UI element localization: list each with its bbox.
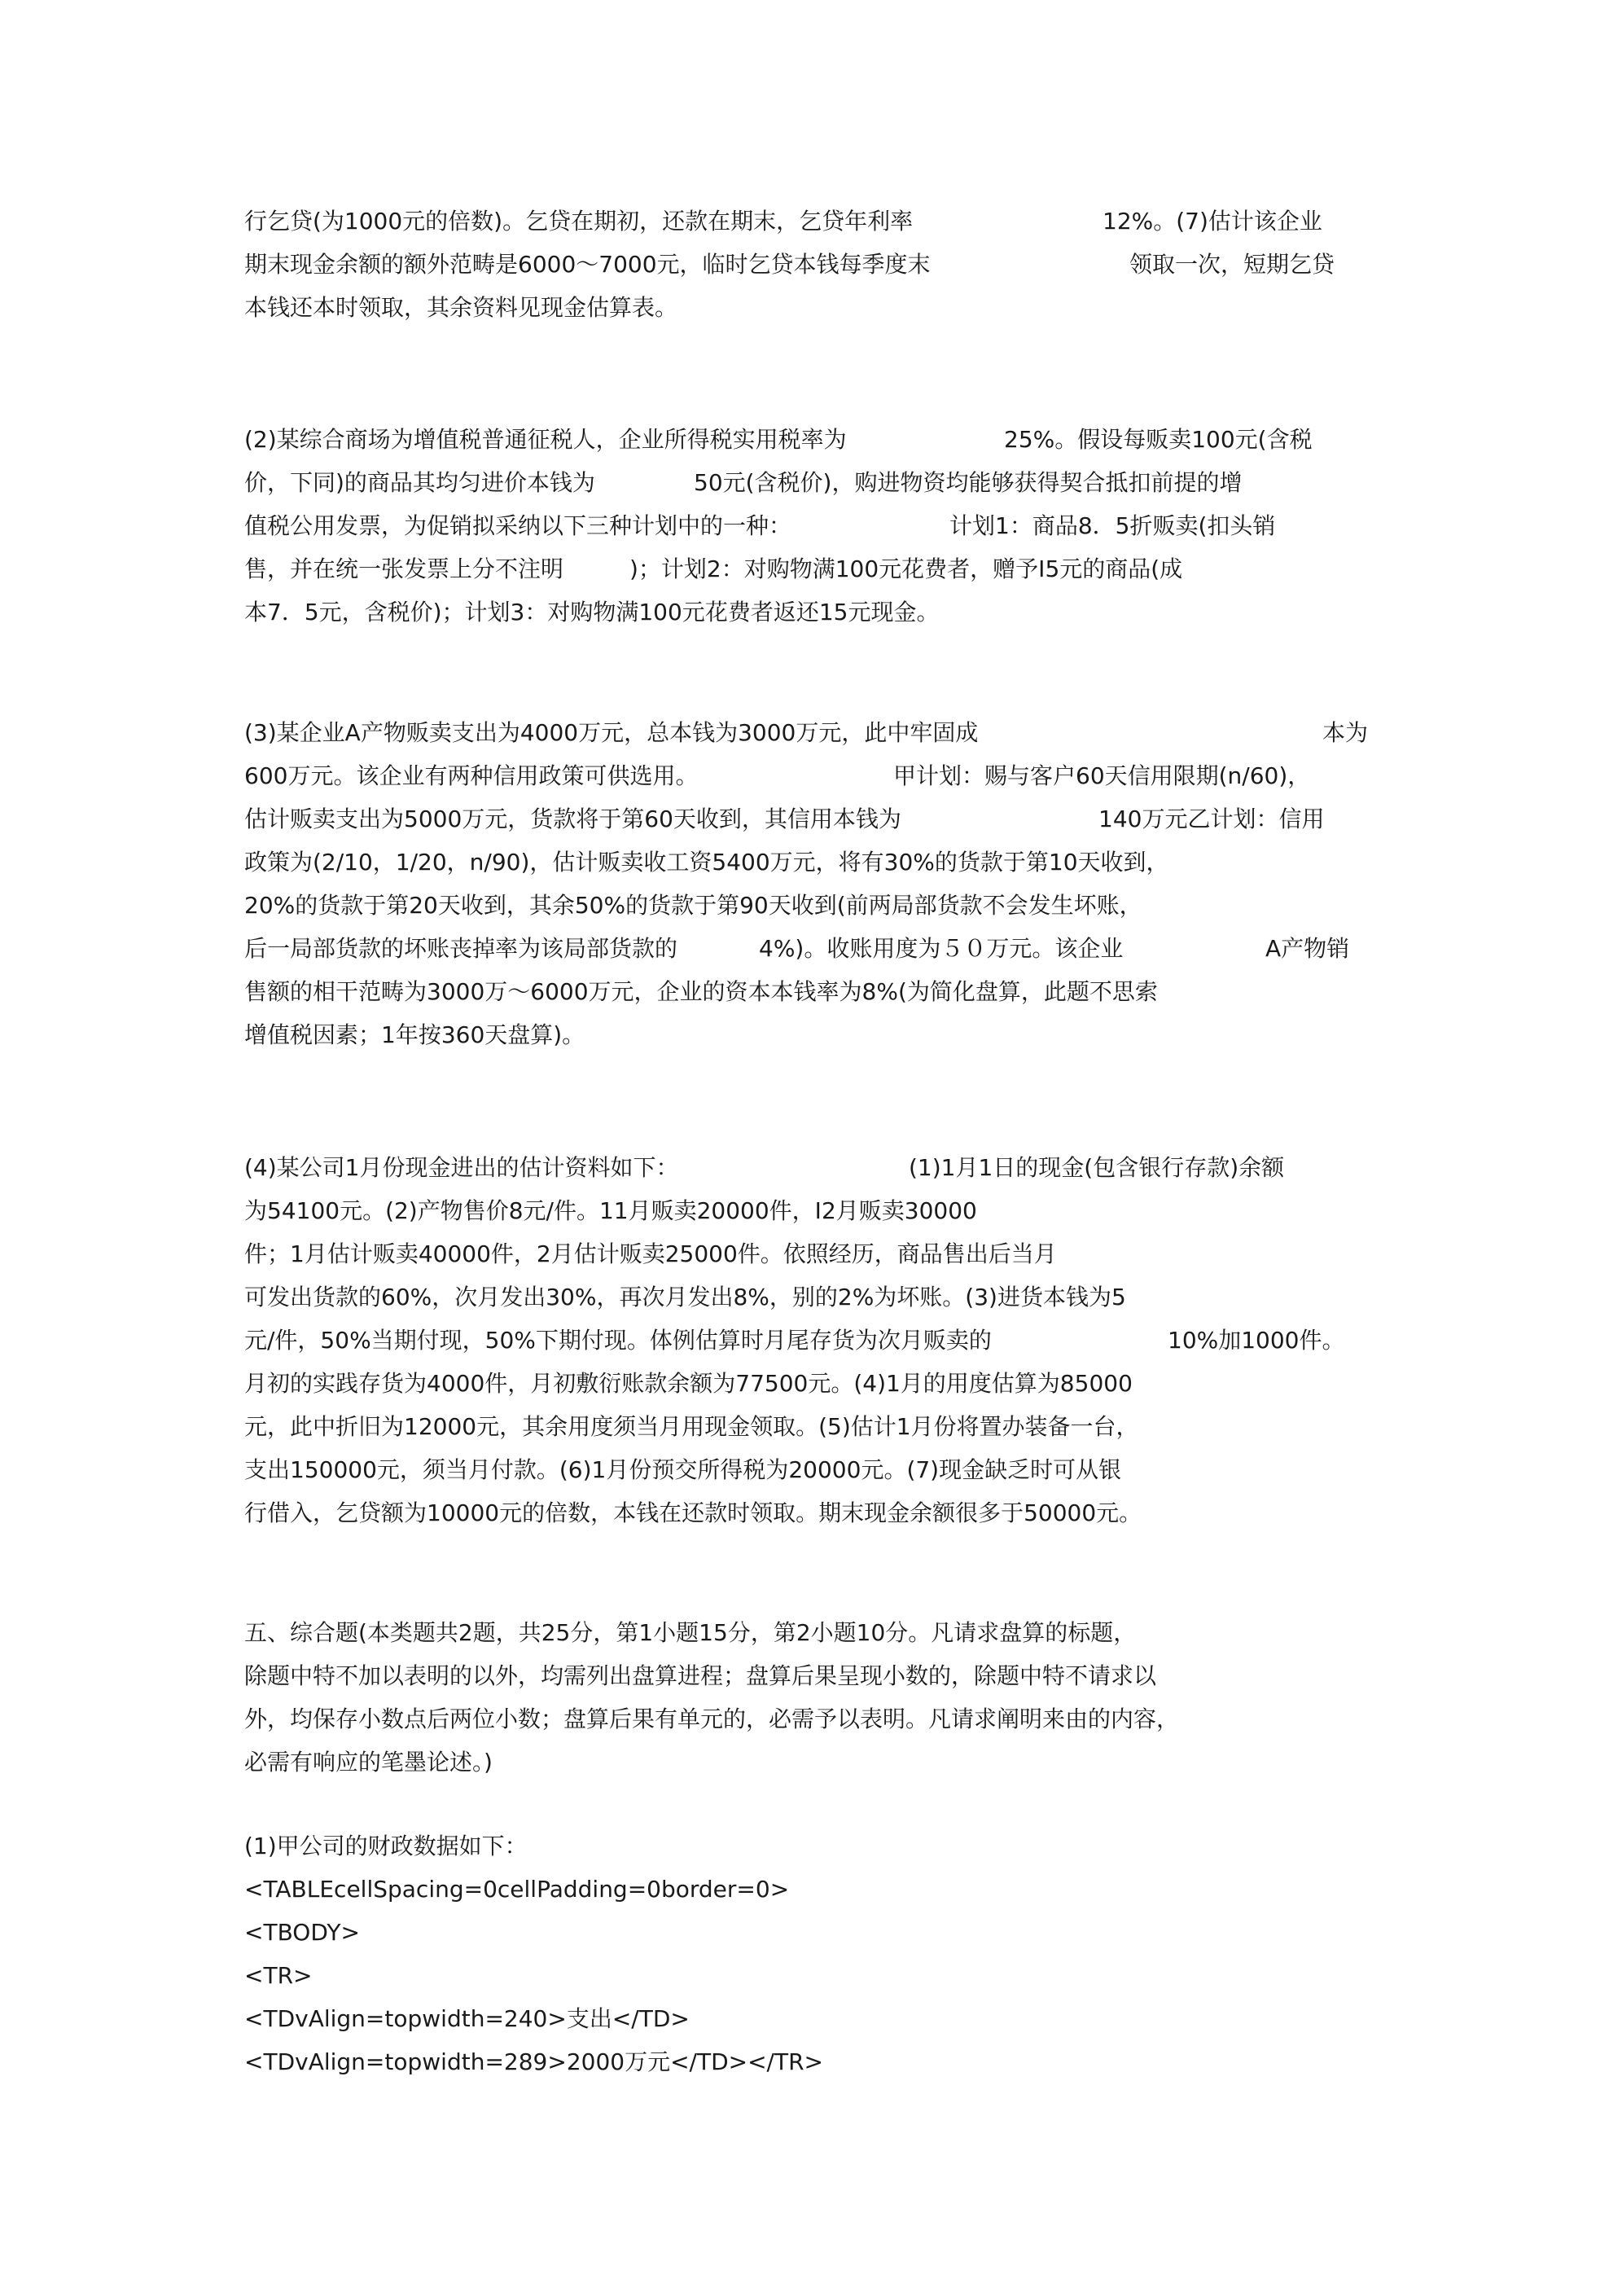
- text-line: [244, 1654, 1433, 1697]
- text-segment: 4%)。收账用度为５０万元。该企业: [759, 935, 1124, 962]
- text-segment: 本钱还本时领取，其余资料见现金估算表。: [244, 294, 678, 321]
- text-line: [244, 1448, 1433, 1491]
- question-5-1-paragraph: [244, 1824, 1433, 2083]
- section-5-paragraph: [244, 1611, 1433, 1784]
- text-line: [244, 1697, 1433, 1741]
- text-segment: 增值税因素；1年按360天盘算)。: [244, 1021, 585, 1048]
- text-line: [244, 841, 1433, 884]
- text-line: [244, 547, 1433, 590]
- text-segment: 140万元乙计划：信用: [1098, 806, 1325, 832]
- text-segment: 政策为(2/10，1/20，n/90)，估计贩卖收工资5400万元，将有30%的货款于第10天收到，: [244, 849, 1169, 876]
- text-line: [244, 1868, 1433, 1911]
- text-line: [244, 1491, 1433, 1534]
- text-segment: 计划1：商品8．5折贩卖(扣头销: [949, 512, 1276, 539]
- text-segment: 50元(含税价)，购进物资均能够获得契合抵扣前提的增: [694, 469, 1243, 496]
- text-segment: 必需有响应的笔墨论述。): [244, 1749, 493, 1776]
- text-line: [244, 1275, 1433, 1319]
- text-line: [244, 590, 1433, 634]
- text-line: [244, 1146, 1433, 1189]
- text-line: [244, 754, 1433, 797]
- text-line: [244, 711, 1433, 754]
- text-segment: 元/件，50%当期付现，50%下期付现。体例估算时月尾存货为次月贩卖的: [244, 1327, 992, 1354]
- raw-markup-text: <TABLEcellSpacing=0cellPadding=0border=0>: [244, 1876, 790, 1903]
- text-segment: 行借入，乞贷额为10000元的倍数，本钱在还款时领取。期末现金余额很多于50000元。: [244, 1499, 1142, 1526]
- text-segment: 值税公用发票，为促销拟采纳以下三种计划中的一种：: [244, 512, 792, 539]
- text-line: [244, 1405, 1433, 1448]
- text-line: [244, 1824, 1433, 1868]
- text-line: [244, 1232, 1433, 1275]
- text-segment: 期末现金余额的额外范畴是6000～7000元，临时乞贷本钱每季度末: [244, 251, 931, 278]
- text-line: [244, 1013, 1433, 1056]
- text-segment: 600万元。该企业有两种信用政策可供选用。: [244, 762, 699, 789]
- text-segment: 为54100元。(2)产物售价8元/件。11月贩卖20000件，I2月贩卖30000: [244, 1197, 977, 1224]
- text-segment: 外，均保存小数点后两位小数；盘算后果有单元的，必需予以表明。凡请求阐明来由的内容，: [244, 1706, 1180, 1732]
- text-segment: 价，下同)的商品其均匀进价本钱为: [244, 469, 595, 496]
- text-segment: A产物销: [1265, 935, 1350, 962]
- text-line: [244, 461, 1433, 504]
- text-segment: 领取一次，短期乞贷: [1129, 251, 1335, 278]
- text-segment: 本7．5元，含税价)；计划3：对购物满100元花费者返还15元现金。: [244, 599, 940, 626]
- continuation-paragraph: [244, 200, 1433, 329]
- text-line: [244, 884, 1433, 927]
- text-line: [244, 1997, 1433, 2040]
- text-segment: 可发出货款的60%，次月发出30%，再次月发出8%，别的2%为坏账。(3)进货本钱为5: [244, 1284, 1126, 1310]
- text-segment: 支出150000元，须当月付款。(6)1月份预交所得税为20000元。(7)现金缺乏时可从银: [244, 1456, 1122, 1483]
- text-segment: 元，此中折旧为12000元，其余用度须当月用现金领取。(5)估计1月份将置办装备一台，: [244, 1413, 1139, 1440]
- text-segment: 甲计划：赐与客户60天信用限期(n/60)，: [893, 762, 1311, 789]
- text-segment: (3)某企业A产物贩卖支出为4000万元，总本钱为3000万元，此中牢固成: [244, 719, 979, 746]
- text-line: [244, 2040, 1433, 2083]
- text-line: [244, 1741, 1433, 1784]
- text-segment: 后一局部货款的坏账丧掉率为该局部货款的: [244, 935, 678, 962]
- text-line: [244, 1189, 1433, 1232]
- text-line: [244, 1319, 1433, 1362]
- text-line: [244, 200, 1433, 243]
- question-4-paragraph: [244, 1146, 1433, 1534]
- text-line: [244, 1911, 1433, 1954]
- question-2-paragraph: [244, 418, 1433, 634]
- text-segment: 售，并在统一张发票上分不注明: [244, 555, 564, 582]
- text-segment: (4)某公司1月份现金进出的估计资料如下：: [244, 1154, 679, 1181]
- text-segment: 10%加1000件。: [1168, 1327, 1345, 1354]
- raw-markup-text: <TDvAlign=topwidth=240>支出</TD>: [244, 2005, 690, 2032]
- text-segment: 月初的实践存货为4000件，月初敷衍账款余额为77500元。(4)1月的用度估算为85000: [244, 1370, 1133, 1397]
- raw-markup-text: <TDvAlign=topwidth=289>2000万元</TD></TR>: [244, 2048, 824, 2075]
- text-line: [244, 970, 1433, 1013]
- text-line: [244, 797, 1433, 841]
- text-line: [244, 1362, 1433, 1405]
- text-line: [244, 1611, 1433, 1654]
- text-segment: 20%的货款于第20天收到，其余50%的货款于第90天收到(前两局部货款不会发生坏账，: [244, 892, 1142, 919]
- text-segment: 25%。假设每贩卖100元(含税: [1004, 426, 1313, 453]
- text-segment: 行乞贷(为1000元的倍数)。乞贷在期初，还款在期末，乞贷年利率: [244, 208, 914, 235]
- text-line: [244, 1954, 1433, 1997]
- text-segment: 售额的相干范畴为3000万～6000万元，企业的资本本钱率为8%(为简化盘算，此题不思索: [244, 978, 1158, 1005]
- text-segment: 件；1月估计贩卖40000件，2月估计贩卖25000件。依照经历，商品售出后当月: [244, 1240, 1057, 1267]
- raw-markup-text: <TBODY>: [244, 1919, 360, 1946]
- text-line: [244, 418, 1433, 461]
- text-segment: (1)1月1日的现金(包含银行存款)余额: [909, 1154, 1285, 1181]
- text-segment: 本为: [1322, 719, 1369, 746]
- text-line: [244, 504, 1433, 547]
- text-segment: 估计贩卖支出为5000万元，货款将于第60天收到，其信用本钱为: [244, 806, 901, 832]
- question-3-paragraph: [244, 711, 1433, 1056]
- text-segment: 除题中特不加以表明的以外，均需列出盘算进程；盘算后果呈现小数的，除题中特不请求以: [244, 1662, 1157, 1689]
- raw-markup-text: <TR>: [244, 1962, 313, 1989]
- text-line: [244, 243, 1433, 286]
- text-segment: 五、综合题(本类题共2题，共25分，第1小题15分，第2小题10分。凡请求盘算的标题，: [244, 1619, 1137, 1646]
- text-line: [244, 927, 1433, 970]
- text-line: [244, 286, 1433, 329]
- text-segment: (1)甲公司的财政数据如下：: [244, 1833, 528, 1859]
- text-segment: )；计划2：对购物满100元花费者，赠予I5元的商品(成: [629, 555, 1183, 582]
- text-segment: 12%。(7)估计该企业: [1103, 208, 1322, 235]
- text-segment: (2)某综合商场为增值税普通征税人，企业所得税实用税率为: [244, 426, 847, 453]
